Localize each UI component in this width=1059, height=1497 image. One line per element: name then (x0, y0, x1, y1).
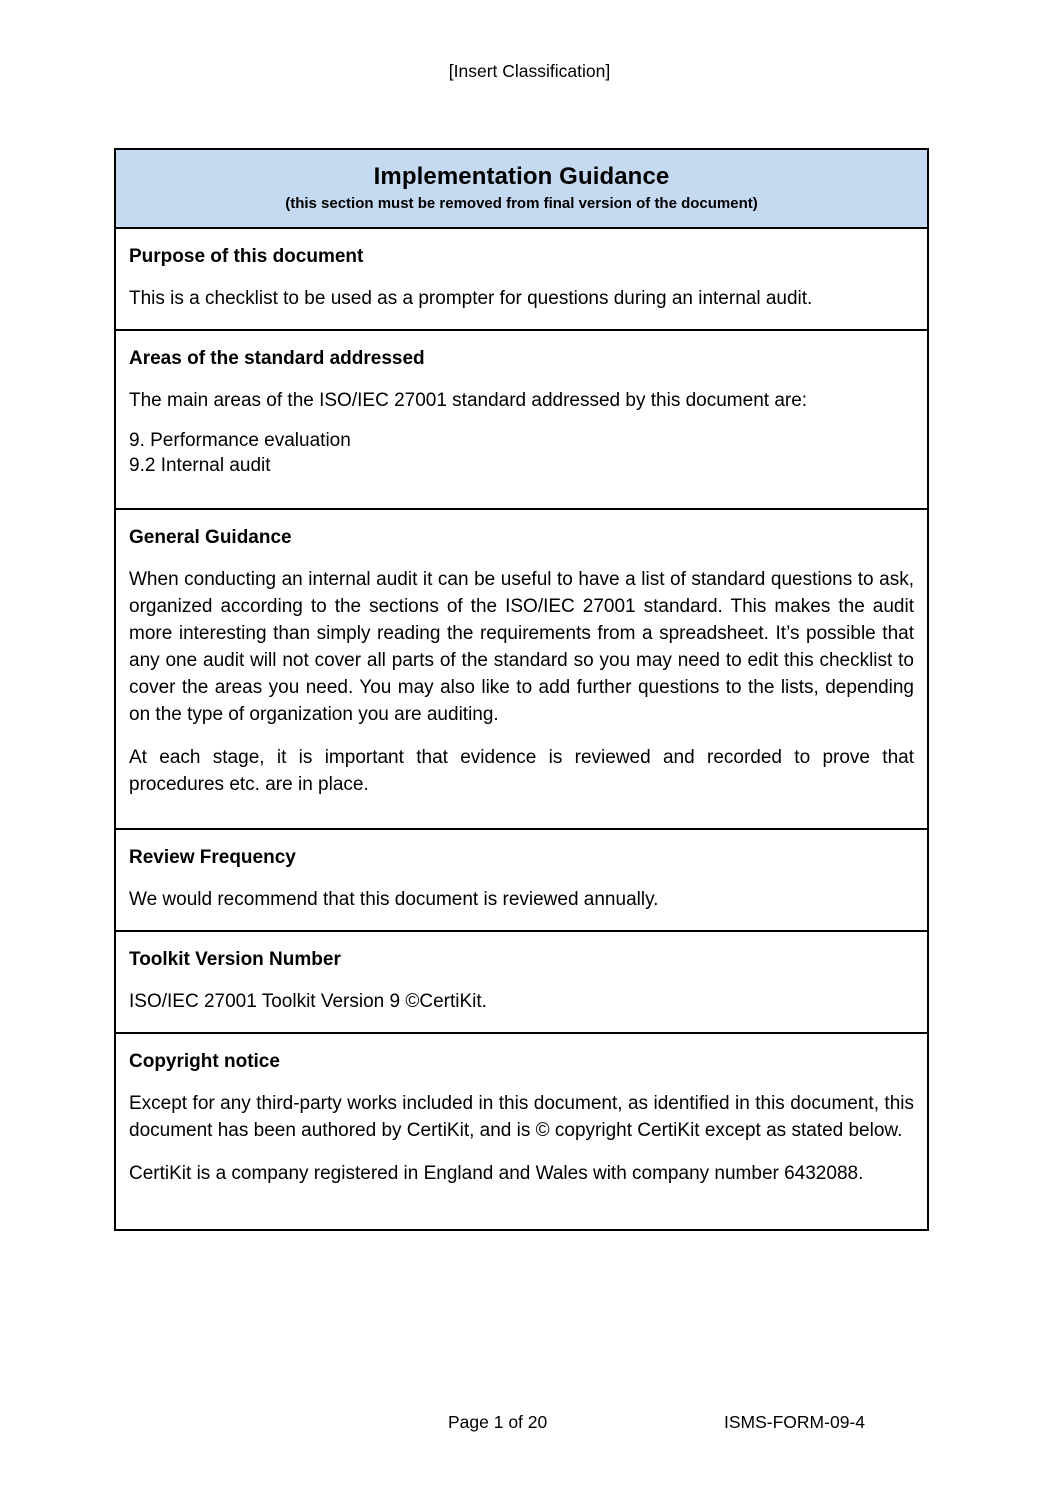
section-areas (116, 331, 927, 510)
section-general-guidance-paragraph-1: When conducting an internal audit it can be useful to have a list of standard questions to ask, organized according to the sections of the ISO/IEC 27001 standard. This makes the audit more interesting than simply reading the requirements from a spreadsheet. It’s possible that any one audit will not cover all parts of the standard so you may need to edit this checklist to cover the areas you need. You may also like to add further questions to the lists, depending on the type of organization you are auditing. (129, 569, 914, 725)
section-toolkit-version-body: ISO/IEC 27001 Toolkit Version 9 ©CertiKit. (129, 991, 487, 1012)
section-review-frequency-title: Review Frequency (129, 847, 296, 868)
section-toolkit-version (116, 932, 927, 1034)
guidance-banner-subtitle: (this section must be removed from final version of the document) (285, 195, 758, 212)
guidance-banner (116, 150, 927, 229)
section-copyright-paragraph-1: Except for any third-party works included in this document, as identified in this document, this document has been authored by CertiKit, and is © copyright CertiKit except as stated below. (129, 1093, 914, 1141)
section-purpose (116, 229, 927, 331)
section-areas-item-2: 9.2 Internal audit (129, 455, 271, 476)
section-areas-item-1: 9. Performance evaluation (129, 430, 351, 451)
section-copyright-paragraph-2: CertiKit is a company registered in England and Wales with company number 6432088. (129, 1163, 864, 1184)
footer-page-number: Page 1 of 20 (448, 1412, 548, 1432)
section-purpose-body: This is a checklist to be used as a prompter for questions during an internal audit. (129, 288, 813, 309)
section-toolkit-version-title: Toolkit Version Number (129, 949, 341, 970)
section-areas-intro: The main areas of the ISO/IEC 27001 standard addressed by this document are: (129, 390, 808, 411)
section-copyright-title: Copyright notice (129, 1051, 280, 1072)
section-review-frequency-body: We would recommend that this document is reviewed annually. (129, 889, 659, 910)
section-areas-title: Areas of the standard addressed (129, 348, 425, 369)
section-review-frequency (116, 830, 927, 932)
implementation-guidance-table (114, 148, 929, 1231)
section-general-guidance-paragraph-2: At each stage, it is important that evidence is reviewed and recorded to prove that procedures etc. are in place. (129, 747, 914, 795)
section-copyright (116, 1034, 927, 1229)
footer-document-reference: ISMS-FORM-09-4 (724, 1412, 865, 1432)
section-general-guidance (116, 510, 927, 830)
section-purpose-title: Purpose of this document (129, 246, 364, 267)
section-general-guidance-title: General Guidance (129, 527, 292, 548)
document-footer (114, 1410, 929, 1436)
guidance-banner-title: Implementation Guidance (373, 163, 670, 190)
classification-header: [Insert Classification] (448, 61, 611, 81)
